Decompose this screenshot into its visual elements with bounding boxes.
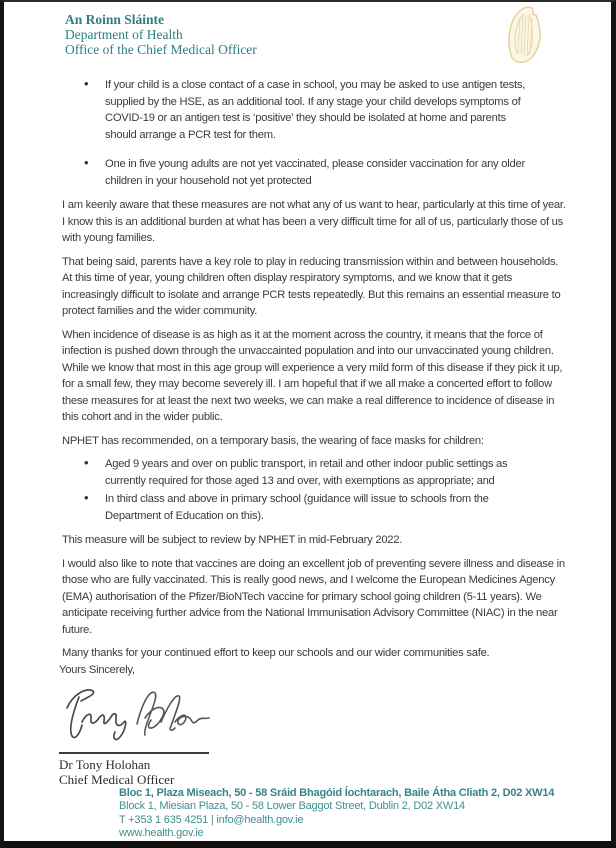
masks-intro: NPHET has recommended, on a temporary basis, the wearing of face masks for children: [62, 434, 484, 447]
thanks-line: Many thanks for your continued effort to keep our schools and our wider communities safe. [62, 647, 490, 659]
mask-bullet-list [62, 456, 566, 524]
closing-salutation: Yours Sincerely, [59, 664, 135, 676]
paragraph-keenly-aware: I am keenly aware that these measures are not what any of us want to hear, particularly at this time of year. I know this is an additional burden at what has been a very difficult time for all of us, particularly those of us with young families. [62, 199, 566, 244]
review-note: This measure will be subject to review by NPHET in mid-February 2022. [62, 534, 403, 546]
footer-address-block [119, 787, 554, 841]
paragraph-parents-role: That being said, parents have a key role to play in reducing transmission within and between households. At this time of year, young children often display respiratory symptoms, and we know that it gets increasingly difficult to isolate and arrange PCR tests repeatedly. But this remains an essential measure to protect families and the wider community. [62, 255, 561, 317]
office-name: Office of the Chief Medical Officer [65, 42, 257, 57]
org-name-english: Department of Health [65, 27, 183, 42]
handwritten-signature [57, 682, 217, 750]
signoff-block [59, 664, 217, 787]
org-name-irish: An Roinn Sláinte [65, 12, 165, 27]
address-english: Block 1, Miesian Plaza, 50 - 58 Lower Baggot Street, Dublin 2, D02 XW14 [119, 800, 465, 813]
bullet-masks-aged9: • Aged 9 years and over on public transport, in retail and other indoor public settings as currently required for those aged 13 and over, with exemptions as appropriate; and [62, 456, 566, 489]
top-bullet-list [62, 77, 566, 189]
address-irish: Bloc 1, Plaza Miseach, 50 - 58 Sráid Bhagóid Íochtarach, Baile Átha Cliath 2, D02 XW14 [119, 787, 555, 799]
paragraph-incidence: When incidence of disease is as high as it at the moment across the country, it means that the force of infection is pushed down through the unvaccainted population and into our unvaccinated young children. While we know that most in this age group will experience a very mild form of this disease if they pick it up, for a small few, they may become severely ill. I am hopeful that if we all make a concerted effort to follow these measures for at least the next two weeks, we can make a real difference to incidence of disease in this cohort and in the wider public. [62, 328, 563, 423]
bullet-vaccination: • One in five young adults are not yet vaccinated, please consider vaccination for any older children in your household not yet protected [62, 156, 566, 189]
signature-rule [59, 752, 209, 754]
bullet-masks-third-class: • In third class and above in primary school (guidance will issue to schools from the Department of Education on this). [62, 491, 566, 524]
signatory-title: Chief Medical Officer [59, 772, 175, 787]
irish-harp-icon [505, 6, 547, 66]
bullet-antigen-tests: • If your child is a close contact of a case in school, you may be asked to use antigen tests, supplied by the HSE, as an additional tool. If any stage your child develops symptoms of COVID-19 or an antigen test is ‘positive’ they should be isolated at home and parents should arrange a PCR test for them. [62, 77, 566, 143]
paragraph-vaccines: I would also like to note that vaccines are doing an excellent job of preventing severe illness and disease in those who are fully vaccinated. This is really good news, and I welcome the European Medicines Agency (EMA) authorisation of the Pfizer/BioNTech vaccine for primary school going children (5-11 years). We anticipate receiving further advice from the National Immunisation Advisory Committee (NIAC) in the near future. [62, 557, 565, 636]
contact-line: T +353 1 635 4251 | info@health.gov.ie [119, 813, 304, 826]
letter-body [62, 77, 566, 662]
website-line: www.health.gov.ie [119, 827, 204, 840]
signatory-name: Dr Tony Holohan [59, 757, 151, 772]
